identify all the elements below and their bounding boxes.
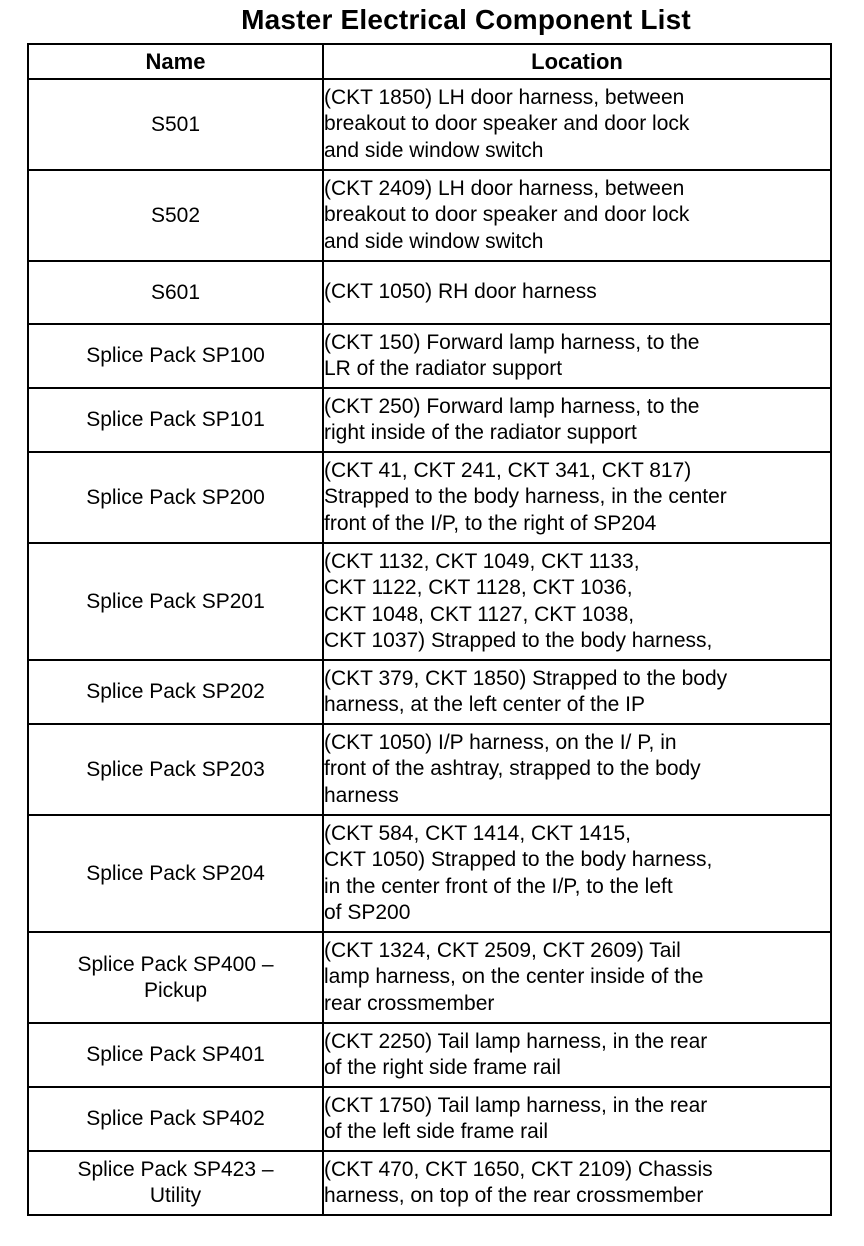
table-row xyxy=(28,324,831,388)
table-row xyxy=(28,261,831,324)
table-row xyxy=(28,932,831,1023)
component-location-line: breakout to door speaker and door lock xyxy=(324,112,690,136)
component-name-line: Splice Pack SP400 – xyxy=(77,952,274,976)
component-name-cell xyxy=(28,261,323,324)
component-location-cell xyxy=(323,261,831,324)
component-location-line: CKT 1122, CKT 1128, CKT 1036, xyxy=(324,576,633,599)
column-header-name: Name xyxy=(28,44,323,79)
table-row xyxy=(28,1151,831,1215)
component-name-cell xyxy=(28,932,323,1023)
component-name-cell xyxy=(28,815,323,932)
component-location-line: (CKT 379, CKT 1850) Strapped to the body xyxy=(324,666,728,690)
table-row xyxy=(28,79,831,170)
component-name-line: S601 xyxy=(150,280,201,304)
component-name-cell xyxy=(28,170,323,261)
component-location-cell xyxy=(323,932,831,1023)
component-name-line: Splice Pack SP201 xyxy=(86,589,265,613)
component-location-line: lamp harness, on the center inside of the xyxy=(324,965,704,989)
component-location-line: CKT 1050) Strapped to the body harness, xyxy=(324,848,713,871)
component-location-line: and side window switch xyxy=(324,229,544,253)
component-location-line: right inside of the radiator support xyxy=(324,421,637,444)
component-name-cell xyxy=(28,1151,323,1215)
component-location-line: LR of the radiator support xyxy=(324,357,563,380)
component-location-line: (CKT 2409) LH door harness, between xyxy=(324,176,685,200)
component-name-line: Splice Pack SP200 xyxy=(86,485,265,509)
component-location-cell xyxy=(323,1151,831,1215)
component-location-line: (CKT 584, CKT 1414, CKT 1415, xyxy=(324,821,632,845)
component-location-cell xyxy=(323,815,831,932)
table-row xyxy=(28,815,831,932)
page-title: Master Electrical Component List xyxy=(241,4,691,35)
component-location-line: (CKT 1324, CKT 2509, CKT 2609) Tail xyxy=(324,938,681,962)
component-location-line: harness xyxy=(324,783,399,807)
component-location-line: (CKT 41, CKT 241, CKT 341, CKT 817) xyxy=(324,458,692,482)
component-location-line: of SP200 xyxy=(324,901,411,924)
component-location-line: (CKT 150) Forward lamp harness, to the xyxy=(324,330,700,354)
component-name-line: Pickup xyxy=(143,978,208,1002)
component-location-line: front of the I/P, to the right of SP204 xyxy=(324,511,657,535)
component-name-cell xyxy=(28,1087,323,1151)
component-name-line: Splice Pack SP203 xyxy=(86,757,265,781)
component-name-cell xyxy=(28,79,323,170)
component-location-line: (CKT 2250) Tail lamp harness, in the rear xyxy=(324,1029,708,1053)
component-location-cell xyxy=(323,660,831,724)
component-name-cell xyxy=(28,724,323,815)
component-location-line: of the left side frame rail xyxy=(324,1120,549,1143)
component-location-cell xyxy=(323,452,831,543)
component-name-line: Utility xyxy=(149,1184,202,1207)
table-row xyxy=(28,388,831,452)
component-location-line: (CKT 1750) Tail lamp harness, in the rear xyxy=(324,1093,708,1117)
component-name-line: Splice Pack SP423 – xyxy=(77,1158,274,1181)
component-name-line: Splice Pack SP101 xyxy=(86,408,265,431)
component-location-line: (CKT 470, CKT 1650, CKT 2109) Chassis xyxy=(324,1157,713,1181)
component-name-cell xyxy=(28,452,323,543)
component-location-cell xyxy=(323,543,831,660)
table-row xyxy=(28,452,831,543)
component-name-cell xyxy=(28,543,323,660)
table-row xyxy=(28,660,831,724)
table-body xyxy=(28,79,831,1215)
component-location-cell xyxy=(323,1023,831,1087)
component-location-line: (CKT 1050) I/P harness, on the I/ P, in xyxy=(324,730,677,754)
component-name-line: Splice Pack SP204 xyxy=(86,861,265,885)
table-row xyxy=(28,170,831,261)
table-header-row xyxy=(28,44,831,79)
component-location-line: rear crossmember xyxy=(324,991,495,1015)
component-name-line: Splice Pack SP202 xyxy=(86,680,265,703)
component-location-line: harness, on top of the rear crossmember xyxy=(324,1184,704,1207)
component-location-cell xyxy=(323,170,831,261)
component-location-line: Strapped to the body harness, in the center xyxy=(324,485,727,509)
component-location-line: breakout to door speaker and door lock xyxy=(324,203,690,227)
component-location-line: (CKT 250) Forward lamp harness, to the xyxy=(324,394,700,418)
component-name-cell xyxy=(28,388,323,452)
component-name-cell xyxy=(28,324,323,388)
column-header-location: Location xyxy=(323,44,831,79)
component-location-line: front of the ashtray, strapped to the body xyxy=(324,757,701,781)
component-location-line: harness, at the left center of the IP xyxy=(324,693,646,716)
component-name-line: Splice Pack SP401 xyxy=(86,1043,265,1066)
component-name-line: S502 xyxy=(150,203,201,227)
component-name-line: Splice Pack SP402 xyxy=(86,1107,265,1130)
component-name-line: S501 xyxy=(150,112,201,136)
component-table xyxy=(27,43,832,1216)
table-row xyxy=(28,724,831,815)
component-name-cell xyxy=(28,1023,323,1087)
component-location-line: and side window switch xyxy=(324,138,544,162)
component-location-line: (CKT 1050) RH door harness xyxy=(324,280,597,304)
component-location-line: (CKT 1850) LH door harness, between xyxy=(324,85,685,109)
component-location-cell xyxy=(323,724,831,815)
component-location-cell xyxy=(323,79,831,170)
component-name-cell xyxy=(28,660,323,724)
component-location-line: CKT 1037) Strapped to the body harness, xyxy=(324,629,713,652)
table-row xyxy=(28,1023,831,1087)
component-name-line: Splice Pack SP100 xyxy=(86,344,265,367)
table-row xyxy=(28,1087,831,1151)
table-row xyxy=(28,543,831,660)
component-location-line: CKT 1048, CKT 1127, CKT 1038, xyxy=(324,602,635,626)
component-location-line: of the right side frame rail xyxy=(324,1056,561,1079)
component-location-line: in the center front of the I/P, to the left xyxy=(324,874,673,898)
component-location-cell xyxy=(323,1087,831,1151)
component-location-cell xyxy=(323,324,831,388)
component-location-line: (CKT 1132, CKT 1049, CKT 1133, xyxy=(324,549,640,573)
component-location-cell xyxy=(323,388,831,452)
